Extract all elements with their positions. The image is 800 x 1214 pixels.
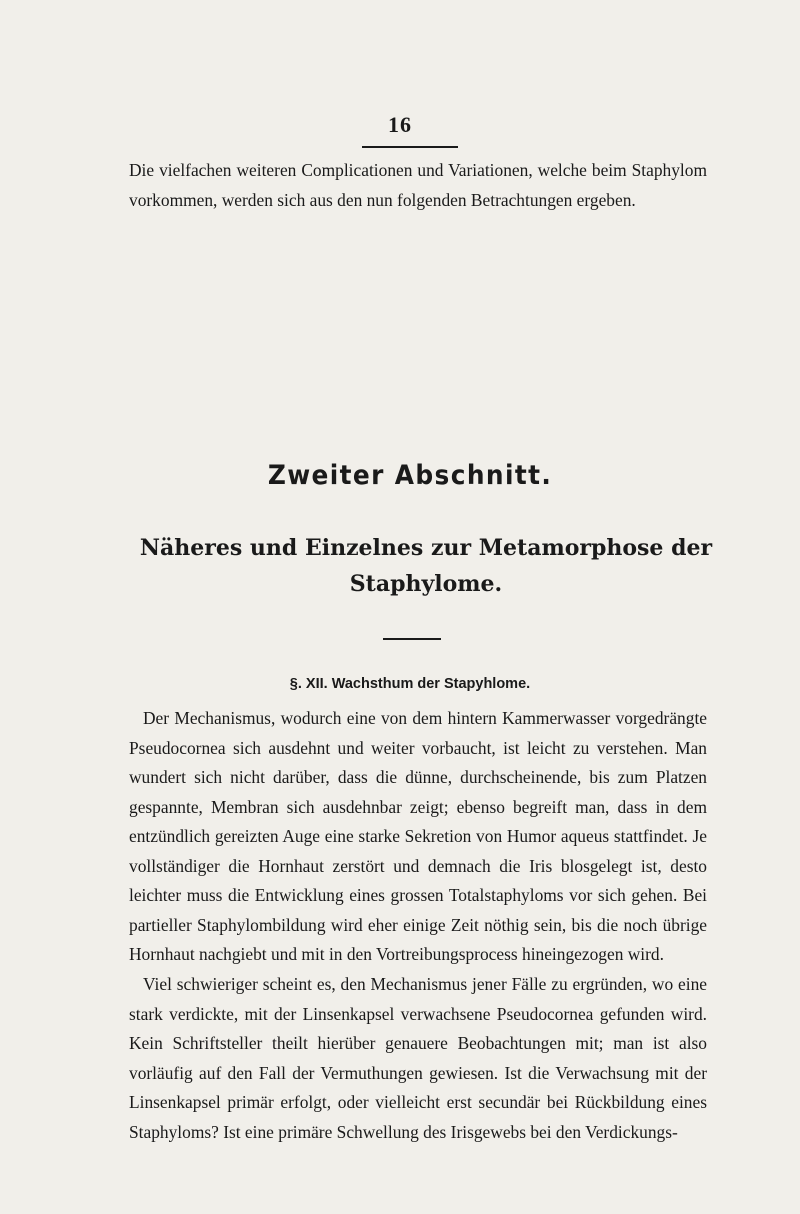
- subsection-heading: §. XII. Wachsthum der Stapyhlome.: [289, 676, 531, 692]
- section-divider: [383, 638, 441, 640]
- page-number-rule: [362, 146, 458, 148]
- section-heading: Zweiter Abschnitt.: [267, 460, 553, 491]
- section-title: Näheres und Einzelnes zur Metamorphose der Staphylome.: [139, 535, 713, 597]
- page-number: 16: [388, 112, 412, 137]
- body-paragraph: Der Mechanismus, wodurch eine von dem hintern Kammerwasser vorgedrängte Pseudocornea sich ausdehnt und weiter vorbaucht, ist leicht zu verstehen. Man wundert sich nicht darüber, dass die dünne, durchscheinende, bis zum Platzen gespannte, Membran sich ausdehnbar zeigt; ebenso begreift man, dass in dem entzündlich gereizten Auge eine starke Sekretion von Humor aqueus stattfindet. Je vollständiger die Hornhaut zerstört und demnach die Iris blosgelegt ist, desto leichter muss die Entwicklung eines grossen Totalstaphyloms vor sich gehen. Bei partieller Staphylombildung wird eher einige Zeit nöthig sein, bis die noch übrige Hornhaut nachgiebt und mit in den Vortreibungsprocess hineingezogen wird.: [129, 708, 707, 964]
- intro-paragraph: Die vielfachen weiteren Complicationen und Variationen, welche beim Staphylom vorkommen, werden sich aus den nun folgenden Betrachtungen ergeben.: [129, 160, 707, 210]
- body-paragraph: Viel schwieriger scheint es, den Mechanismus jener Fälle zu ergründen, wo eine stark verdickte, mit der Linsenkapsel verwachsene Pseudocornea gefunden wird. Kein Schriftsteller theilt hierüber genauere Beobachtungen mit; man ist also vorläufig auf den Fall der Vermuthungen gewiesen. Ist die Verwachsung mit der Linsenkapsel primär erfolgt, oder vielleicht erst secundär bei Rückbildung eines Staphyloms? Ist eine primäre Schwellung des Irisgewebs bei den Verdickungs-: [129, 974, 707, 1142]
